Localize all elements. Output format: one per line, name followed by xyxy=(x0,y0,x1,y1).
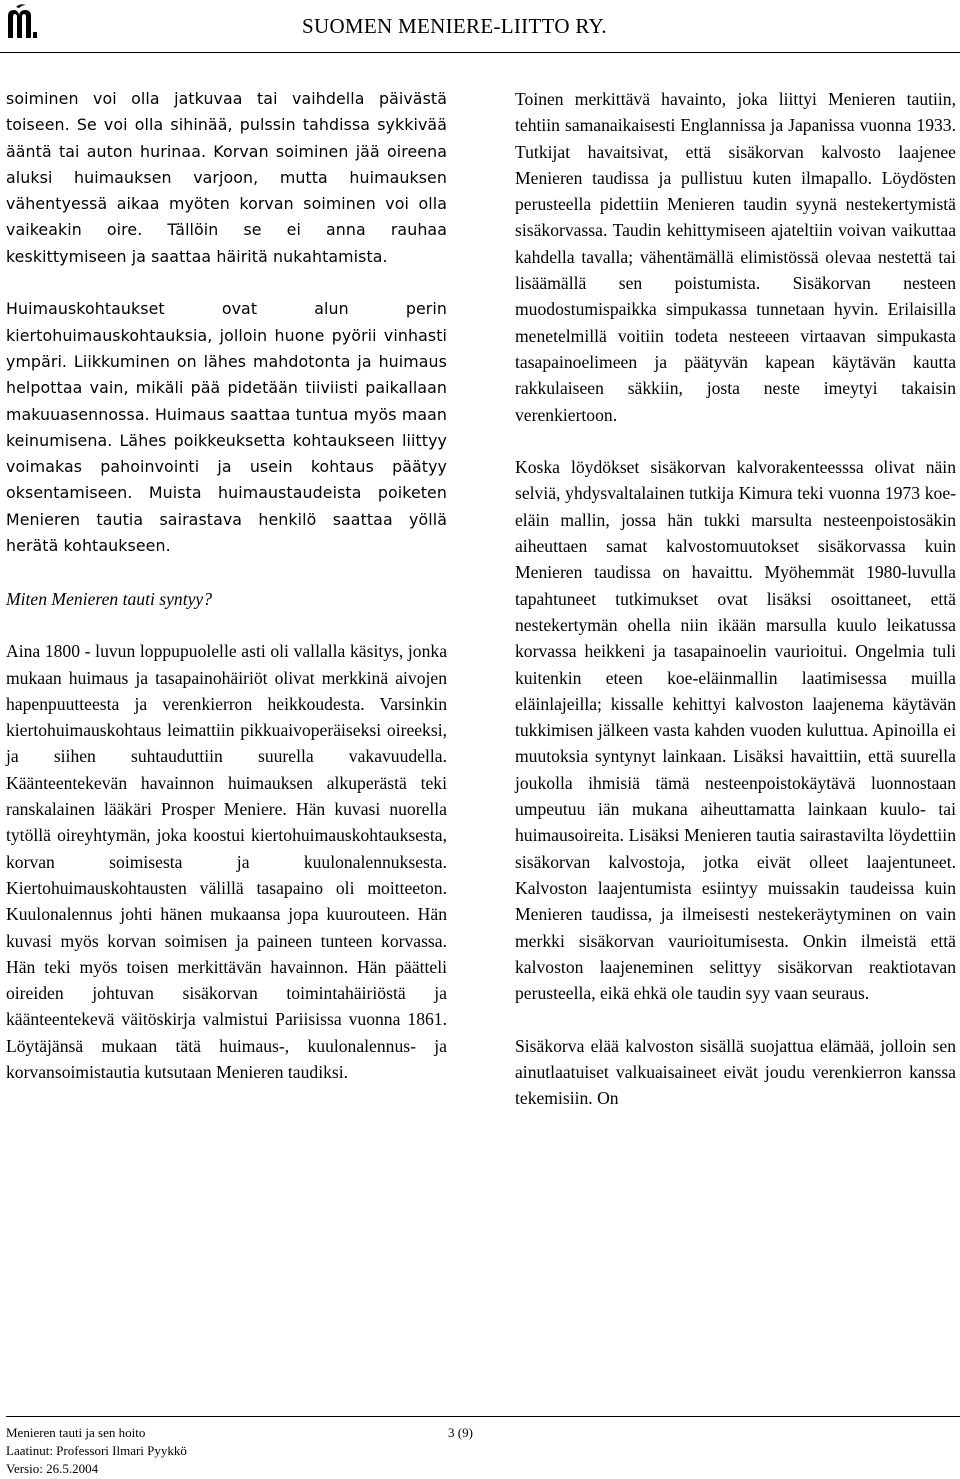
paragraph: Huimauskohtaukset ovat alun perin kiertohuimauskohtauksia, jolloin huone pyörii vinhasti ympäri. Liikkuminen on lähes mahdotonta ja huimaus helpottaa vain, mikäli pää pidetään tiiviisti paikallaan makuuasennossa. Huimaus saattaa tuntua myös maan keinumisena. Lähes poikkeuksetta kohtaukseen liittyy voimakas pahoinvointi ja usein kohtaus päätyy oksentamiseen. Muista huimaustaudeista poiketen Menieren tautia sairastava henkilö saattaa yöllä herätä kohtaukseen. xyxy=(6,299,447,556)
paragraph: Aina 1800 - luvun loppupuolelle asti oli vallalla käsitys, jonka mukaan huimaus ja tasapainohäiriöt olivat merkkinä aivojen hapenpuutteesta ja verenkierron heikkoudesta. Varsinkin kiertohuimauskohtaus leimattiin pikkuaivoperäiseksi oireeksi, ja siihen suhtauduttiin suurella vakavuudella. Käänteentekevän havainnon huimauksen alkuperästä teki ranskalainen lääkäri Prosper Meniere. Hän kuvasi nuorella tytöllä oireyhtymän, joka koostui kiertohuimauskohtauksesta, korvan soimisesta ja kuulonalennuksesta. Kiertohuimauskohtausten välillä tasapaino oli moitteeton. Kuulonalennus johti hänen mukaansa jopa kuurouteen. Hän kuvasi myös korvan soimisen ja paineen tunteen korvassa. Hän teki myös toisen merkittävän havainnon. Hän päätteli oireiden johtuvan sisäkorvan toimintahäiriöstä ja käänteentekevä väitöskirja valmistui Pariisissa vuonna 1861. Löytäjänsä mukaan tätä huimaus-, kuulonalennus- ja korvansoimistautia kutsutaan Menieren taudiksi. xyxy=(6,641,447,1082)
footer-divider xyxy=(6,1416,960,1417)
organization-name: SUOMEN MENIERE-LIITTO RY. xyxy=(302,14,607,38)
paragraph: soiminen voi olla jatkuvaa tai vaihdella päivästä toiseen. Se voi olla sihinää, pulssin tahdissa sykkivää ääntä tai auton hurinaa. Korvan soiminen jää oireena aluksi huimauksen varjoon, mutta huimauksen vähentyessä aikaa myöten korvan soiminen voi olla vaikeakin oire. Tällöin se ei anna rauhaa keskittymiseen ja saattaa häiritä nukahtamista. xyxy=(6,89,447,266)
document-author: Laatinut: Professori Ilmari Pyykkö xyxy=(6,1443,187,1458)
document-title: Menieren tauti ja sen hoito xyxy=(6,1425,146,1440)
header-divider xyxy=(0,52,960,53)
page-number: 3 (9) xyxy=(448,1425,473,1440)
document-version: Versio: 26.5.2004 xyxy=(6,1461,99,1476)
organization-logo-icon xyxy=(4,2,40,42)
paragraph: Toinen merkittävä havainto, joka liittyi Menieren tautiin, tehtiin samanaikaisesti Englannissa ja Japanissa vuonna 1933. Tutkijat havaitsivat, että sisäkorvan kalvosto laajenee Menieren taudissa ja pullistuu kuten ilmapallo. Löydösten perusteella pidettiin Menieren taudin syynä nestekertymistä sisäkorvassa. Taudin kehittymiseen ajateltiin voivan vaikuttaa kahdella tavalla; vähentämällä elimistössä olevaa nestettä tai lisäämällä sen poistumista. Sisäkorvan nesteen muodostumispaikka simpukassa tunnetaan hyvin. Erilaisilla menetelmillä voitiin todeta nesteeen virtaavan simpukasta tasapainoelimeen ja päätyvän kapean käytävän kautta rakkulaiseen säkkiin, josta neste imeytyi takaisin verenkiertoon. xyxy=(515,89,956,425)
page-footer xyxy=(6,1424,506,1478)
right-column xyxy=(515,86,956,1112)
section-heading: Miten Menieren tauti syntyy? xyxy=(6,588,213,609)
paragraph: Koska löydökset sisäkorvan kalvorakenteesssa olivat näin selviä, yhdysvaltalainen tutkija Kimura teki vuonna 1973 koe-eläin mallin, jossa hän tukki marsulta nesteenpoistosäkin aiheuttaen samat kalvostomuutokset sisäkorvassa kuin Menieren taudissa on havaittu. Myöhemmät 1980-luvulla tapahtuneet tutkimukset ovat lisäksi osoittaneet, että nestekertymän ohella niin ikään marsulla kuulo leikatussa korvassa heikkeni ja tasapainoelin vaurioitui. Ongelmia tuli kuitenkin eteen koe-eläinmallin laatimisessa muilla eläinlajeilla; kissalle kehittyi kalvoston laajenema käytävän tukkimisen jälkeen vasta kahden vuoden kuluttua. Apinoilla ei muutoksia syntynyt lainkaan. Lisäksi havaittiin, että suurella joukolla ihmisiä tämä nesteenpoistokäytävä luonnostaan umpeutuu iän mukana aiheuttamatta lainkaan kuulo- tai huimausoireita. Lisäksi Menieren tautia sairastavilta löydettiin sisäkorvan kalvostoja, jotka eivät olleet laajentuneet. Kalvoston laajentumista esiintyy muissakin taudeissa kuin Menieren taudissa, ja ilmeisesti nestekeräytyminen on vain merkki sisäkorvan vaurioitumisesta. Onkin ilmeistä että kalvoston laajeneminen selittyy sisäkorvan reaktiotavan perusteella, eikä ehkä ole taudin syy vaan seuraus. xyxy=(515,457,956,1004)
left-column xyxy=(6,86,447,1085)
page-header xyxy=(0,0,960,60)
paragraph: Sisäkorva elää kalvoston sisällä suojattua elämää, jolloin sen ainutlaatuiset valkuaisaineet eivät joudu verenkierron kanssa tekemisiin. On xyxy=(515,1035,956,1109)
